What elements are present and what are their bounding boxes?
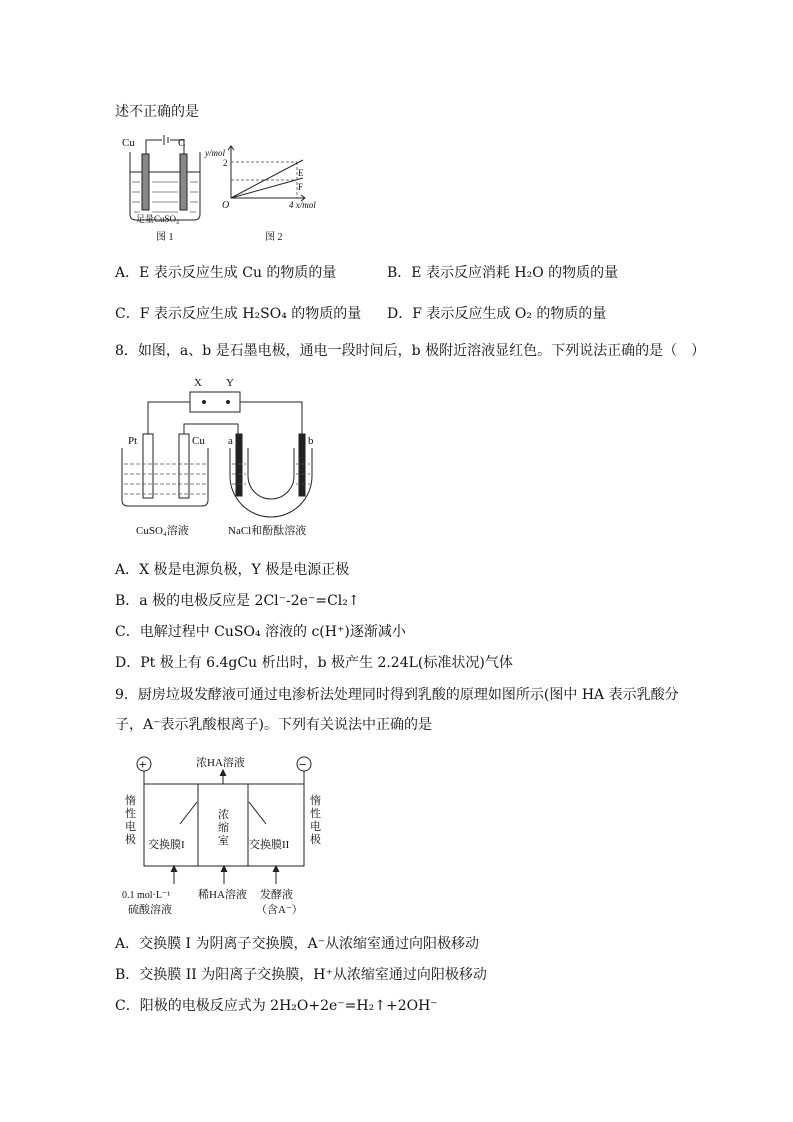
q9-left-electrode: 惰性电极	[125, 795, 136, 846]
q9-stem-line-2: 子，A⁻表示乳酸根离子)。下列有关说法中正确的是	[115, 717, 432, 733]
q9-membrane-2: 交换膜II	[249, 839, 290, 851]
q9-bottom-mid: 稀HA溶液	[198, 889, 247, 901]
q8-option-c: C．电解过程中 CuSO₄ 溶液的 c(H⁺)逐渐减小	[115, 624, 406, 640]
q8-option-b: B．a 极的电极反应是 2Cl⁻-2e⁻=Cl₂↑	[115, 593, 360, 609]
q7-option-d: D．F 表示反应生成 O₂ 的物质的量	[387, 306, 607, 322]
q9-membrane-1: 交换膜I	[148, 839, 185, 851]
q8-option-a: A．X 极是电源负极，Y 极是电源正极	[115, 562, 350, 578]
q8-b-label: b	[308, 435, 314, 447]
q7-option-a: A．E 表示反应生成 Cu 的物质的量	[115, 265, 337, 281]
q9-right-electrode: 惰性电极	[310, 795, 321, 846]
q9-figure	[118, 748, 348, 928]
fig2-f-label: F	[298, 182, 304, 192]
q9-bottom-left-2: 硫酸溶液	[128, 904, 172, 916]
fig2-ytick: 2	[223, 158, 228, 168]
line-f	[231, 178, 303, 198]
q8-stem: 8．如图，a、b 是石墨电极，通电一段时间后，b 极附近溶液显红色。下列说法正确的是（ ）	[115, 343, 706, 359]
fig1-c-label: C	[178, 137, 186, 149]
q7-figure-2	[205, 132, 325, 242]
q8-left-solution: CuSO₄溶液	[136, 525, 189, 537]
fig1-caption: 图 1	[156, 232, 174, 243]
fig2-origin: O	[222, 200, 230, 211]
fig1-cu-label: Cu	[122, 137, 135, 149]
q9-center-label: 浓缩室	[218, 809, 229, 847]
line-e	[231, 160, 303, 198]
q8-y-label: Y	[226, 377, 234, 389]
q9-top-label: 浓HA溶液	[196, 757, 245, 769]
q8-right-solution: NaCl和酚酞溶液	[228, 525, 307, 537]
q9-option-c: C．阳极的电极反应式为 2H₂O+2e⁻=H₂↑+2OH⁻	[115, 998, 438, 1014]
q9-bottom-left-1: 0.1 mol·L⁻¹	[122, 890, 171, 901]
q9-bottom-right-2: （含A⁻）	[256, 904, 303, 916]
q8-x-label: X	[194, 377, 202, 389]
minus-icon: −	[299, 757, 307, 772]
q8-pt-label: Pt	[128, 435, 138, 447]
q8-a-label: a	[228, 435, 233, 447]
plus-icon: +	[139, 757, 147, 772]
fig1-solution-label: 足量CuSO₄	[136, 214, 180, 224]
q9-bottom-right-1: 发酵液	[260, 889, 293, 901]
fig2-xlabel: 4 x/mol	[289, 200, 316, 210]
q9-option-b: B．交换膜 II 为阳离子交换膜，H⁺从浓缩室通过向阳极移动	[115, 967, 487, 983]
q7-stem-tail: 述不正确的是	[115, 104, 199, 120]
q9-stem-line-1: 9．厨房垃圾发酵液可通过电渗析法处理同时得到乳酸的原理如图所示(图中 HA 表示乳酸分	[115, 687, 679, 703]
q7-option-c: C．F 表示反应生成 H₂SO₄ 的物质的量	[115, 306, 362, 322]
q8-cu-label: Cu	[192, 435, 205, 447]
q9-option-a: A．交换膜 I 为阴离子交换膜，A⁻从浓缩室通过向阳极移动	[115, 936, 480, 952]
q8-figure	[110, 372, 350, 547]
q7-figure-1	[120, 132, 210, 242]
q8-option-d: D．Pt 极上有 6.4gCu 析出时，b 极产生 2.24L(标准状况)气体	[115, 655, 513, 671]
fig2-e-label: E	[298, 168, 304, 178]
fig2-ylabel: y/mol	[205, 148, 225, 158]
fig2-caption: 图 2	[265, 232, 283, 243]
q7-option-b: B．E 表示反应消耗 H₂O 的物质的量	[387, 265, 619, 281]
